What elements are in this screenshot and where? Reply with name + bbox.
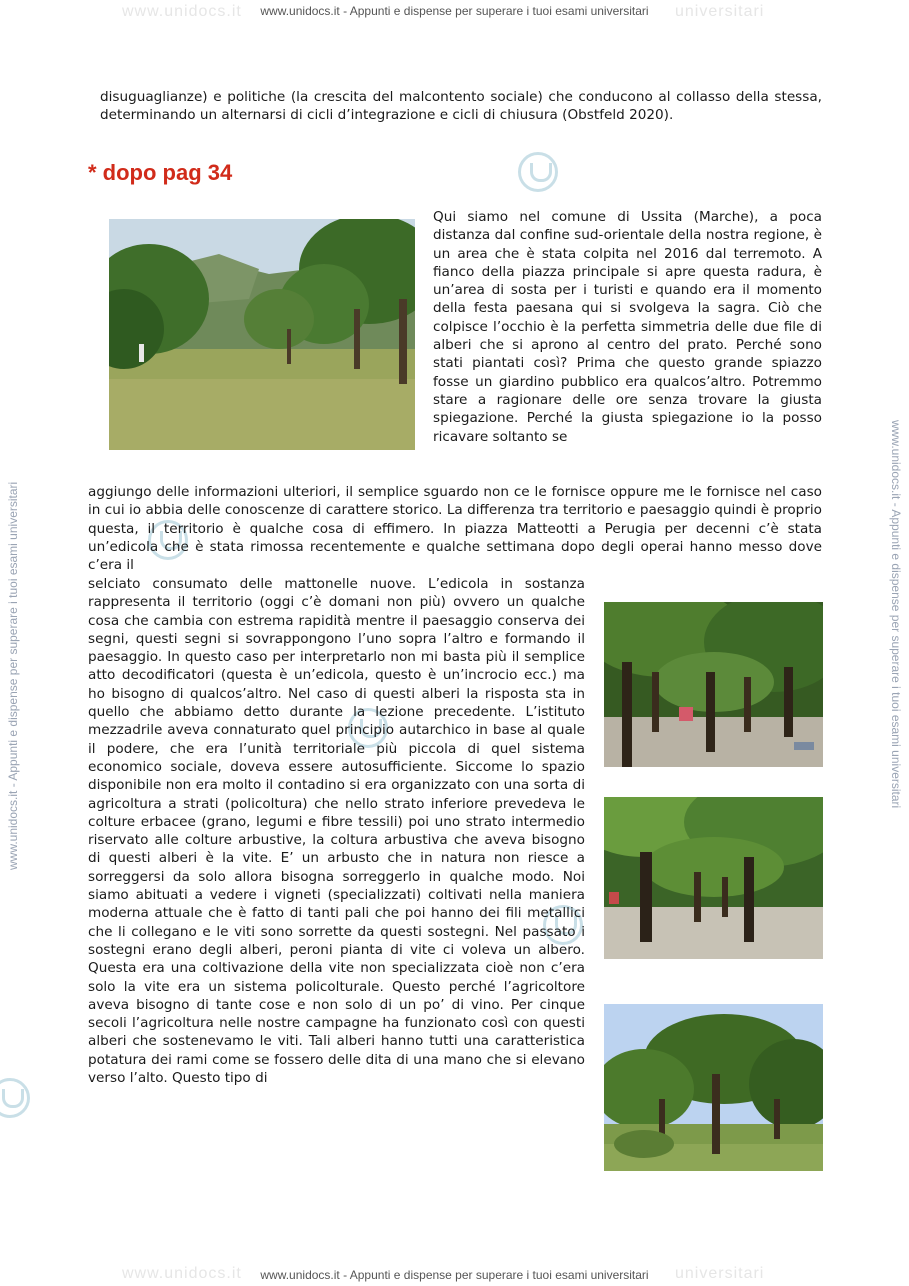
full-width-paragraph: aggiungo delle informazioni ulteriori, il semplice sguardo non ce le fornisce oppure me le fornisce nel caso in cui io abbia delle conoscenze di carattere storico. La differenza tra territorio e paesaggio quindi è proprio questa, il territorio è qualche cosa di effimero. In piazza Matteotti a Perugia per decenni c’è stata un’edicola che è stata rimossa recentemente e qualche settimana dopo degli operai hanno messo dove c’era il (88, 484, 822, 574)
trees-square-photo-2 (604, 797, 823, 959)
right-column-paragraph: Qui siamo nel comune di Ussita (Marche), a poca distanza dal confine sud-orientale della nostra regione, è un area che è stata colpita nel 2016 dal terremoto. A fianco della piazza principale si apre questa radura, è un’area di sosta per i turisti e quando era il momento della festa paesana qui si svolgeva la sagra. Ciò che colpisce l’occhio è la perfetta simmetria delle due file di alberi che si aprono al centro del prato. Perché sono stati piantati così? Prima che questo grande spiazzo fosse un giardino pubblico era qualcos’altro. Potremmo stare a ragionare delle ore senza trovare la giusta spiegazione. Perché la giusta spiegazione io la posso ricavare soltanto se (433, 209, 822, 445)
header-banner: www.unidocs.it - Appunti e dispense per superare i tuoi esami universitari (260, 4, 649, 18)
meadow-photo (109, 219, 415, 450)
side-watermark-right: www.unidocs.it - Appunti e dispense per superare i tuoi esami universitari (889, 420, 903, 809)
trees-square-photo-1 (604, 602, 823, 767)
unidocs-logo-watermark-icon (0, 1078, 30, 1118)
watermark-ghost-text: www.unidocs.it (122, 1265, 242, 1282)
watermark-ghost-text: universitari (675, 3, 765, 20)
side-watermark-left: www.unidocs.it - Appunti e dispense per superare i tuoi esami universitari (6, 481, 20, 870)
footer-banner: www.unidocs.it - Appunti e dispense per superare i tuoi esami universitari (260, 1268, 649, 1282)
intro-paragraph: disuguaglianze) e politiche (la crescita del malcontento sociale) che conducono al collasso della stessa, determinando un alternarsi di cicli d’integrazione e cicli di chiusura (Obstfeld 2020). (100, 89, 822, 124)
section-heading: * dopo pag 34 (88, 160, 233, 185)
watermark-ghost-text: universitari (675, 1265, 765, 1282)
park-trees-photo-3 (604, 1004, 823, 1171)
unidocs-logo-watermark-icon (518, 152, 558, 192)
left-column-paragraph: selciato consumato delle mattonelle nuove. L’edicola in sostanza rappresenta il territorio (oggi c’è domani non più) ovvero un qualche cosa che cambia con estrema rapidità mentre il paesaggio conserva dei segni, questi segni si sovrappongono l’uno sopra l’altro e formando il paesaggio. In questo caso per interpretarlo non mi basta più il semplice atto decodificatori (questa è un’edicola, questo è un’incrocio ecc.) ma ho bisogno di qualcos’altro. Nel caso di questi alberi la risposta sta in quello che abbiamo detto durante la lezione precedente. L’istituto mezzadrile aveva connaturato quel principio autarchico in base al quale il podere, che era l’unità territoriale più piccola di quel sistema economico sociale, doveva essere autosufficiente. Siccome lo spazio disponibile non era molto il contadino si era organizzato con una sorta di agricoltura a strati (policoltura) che nello strato inferiore prevedeva le colture erbacee (grano, legumi e fibre tessili) poi uno strato intermedio riservato alle colture arbustive, la coltura arbustiva che aveva bisogno di questi alberi è la vite. E’ un arbusto che in natura non riesce a sorreggersi da solo allora bisogna sorreggerlo in qualche modo. Noi siamo abituati a vedere i vigneti (specializzati) coltivati nella maniera moderna attuale che è fatto di tanti pali che poi hanno dei fili metallici che li collegano e le viti sono sorrette da questi sostegni. Nel passato i sostegni erano degli alberi, peroni pianta di vite ci voleva un albero. Questa era una coltivazione della vite non specializzata cioè non c’era solo la vite era un sistema policolturale. Questo perché l’agricoltore aveva bisogno di tante cose e non solo di un po’ di vino. Per cinque secoli l’agricoltura nelle nostre campagne ha funzionato così con questi alberi che sostenevamo le viti. Tali alberi hanno tutti una caratteristica potatura dei rami come se fossero delle dita di una mano che si elevano verso l’alto. Questo tipo di (88, 576, 585, 1087)
watermark-ghost-text: www.unidocs.it (122, 3, 242, 20)
